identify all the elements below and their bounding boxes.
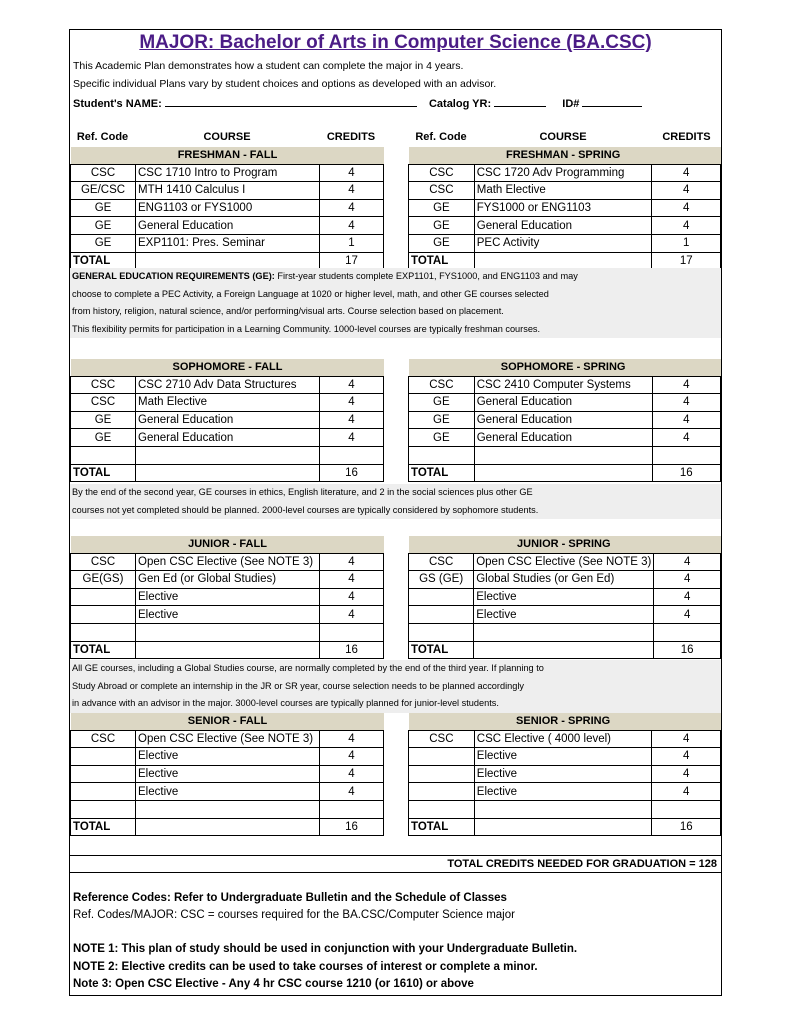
note-text: This flexibility permits for participation in a Learning Community. 1000-level courses are typically freshman courses. (72, 323, 541, 334)
credits-cell: 4 (320, 411, 384, 429)
table-row (71, 199, 384, 217)
credits-cell: 4 (320, 783, 384, 801)
ref-code-cell: GE (71, 234, 136, 252)
course-cell (474, 623, 654, 641)
credits-cell: 4 (652, 164, 721, 182)
table-row (409, 394, 721, 412)
ref-code-cell: CSC (409, 553, 474, 571)
course-cell: Elective (136, 588, 320, 606)
total-label: TOTAL (71, 252, 136, 270)
header-credits-left: CREDITS (326, 131, 376, 143)
course-cell: Gen Ed (or Global Studies) (136, 571, 320, 589)
total-credits: 17 (320, 252, 384, 270)
total-label: TOTAL (409, 641, 474, 659)
ref-code-cell (409, 783, 475, 801)
catalog-year-label: Catalog YR: (428, 98, 492, 110)
ref-code-cell (71, 800, 136, 818)
freshman-fall-semester-heading: FRESHMAN - FALL (136, 147, 320, 164)
freshman-spring-semester-heading: FRESHMAN - SPRING (474, 147, 652, 164)
course-cell: General Education (136, 217, 320, 235)
header-ref-code-left: Ref. Code (76, 131, 129, 143)
table-row (409, 164, 721, 182)
senior-spring-semester-heading: SENIOR - SPRING (474, 713, 652, 730)
table-row (409, 199, 721, 217)
ref-code-cell (71, 748, 136, 766)
ref-code-cell: GE (409, 394, 475, 412)
note-line (70, 695, 721, 713)
course-cell: Math Elective (136, 394, 320, 412)
course-cell: Math Elective (474, 182, 652, 200)
total-credits: 16 (320, 464, 384, 482)
table-row (409, 217, 721, 235)
note-text: choose to complete a PEC Activity, a Foreign Language at 1020 or higher level, math, and other GE courses selected (72, 288, 549, 299)
table-row (71, 446, 384, 464)
table-row (71, 553, 384, 571)
ref-code-cell: GE (71, 217, 136, 235)
course-cell: EXP1101: Pres. Seminar (136, 234, 320, 252)
ref-code-cell: CSC (409, 182, 475, 200)
total-spacer-cell (136, 464, 320, 482)
table-row (409, 376, 721, 394)
senior-spring-table (408, 713, 721, 836)
course-cell: FYS1000 or ENG1103 (474, 199, 652, 217)
course-cell: Elective (136, 765, 320, 783)
credits-cell: 4 (320, 217, 384, 235)
credits-cell: 4 (652, 182, 721, 200)
credits-cell: 4 (320, 164, 384, 182)
catalog-year-field[interactable] (494, 97, 546, 107)
header-credits-right: CREDITS (662, 131, 711, 143)
note-line (70, 502, 721, 520)
course-cell: General Education (474, 411, 652, 429)
ref-code-cell (71, 446, 136, 464)
table-row (71, 571, 384, 589)
credits-cell: 4 (320, 748, 384, 766)
total-label: TOTAL (409, 818, 475, 836)
reference-codes-major: Ref. Codes/MAJOR: CSC = courses required for the BA.CSC/Computer Science major (73, 909, 515, 921)
course-cell: MTH 1410 Calculus I (136, 182, 320, 200)
ref-code-cell (71, 765, 136, 783)
ref-code-cell: GE (71, 411, 136, 429)
course-cell: Global Studies (or Gen Ed) (474, 571, 654, 589)
course-cell (474, 446, 652, 464)
freshman-advising-note (70, 268, 721, 338)
credits-cell: 4 (320, 730, 384, 748)
ref-code-cell: GE (71, 429, 136, 447)
total-credits: 16 (652, 818, 721, 836)
credits-cell (320, 446, 384, 464)
course-cell: Elective (474, 765, 652, 783)
ref-code-cell: CSC (71, 730, 136, 748)
credits-cell: 4 (320, 588, 384, 606)
credits-cell: 4 (320, 553, 384, 571)
course-cell: Open CSC Elective (See NOTE 3) (474, 553, 654, 571)
table-row (409, 553, 721, 571)
reference-codes-heading: Reference Codes: Refer to Undergraduate Bulletin and the Schedule of Classes (73, 892, 507, 904)
total-label: TOTAL (71, 818, 136, 836)
header-course-left: COURSE (203, 131, 251, 143)
credits-cell: 4 (654, 606, 721, 624)
course-cell: Elective (474, 588, 654, 606)
credits-cell (654, 623, 721, 641)
course-cell: General Education (474, 217, 652, 235)
table-row (409, 748, 721, 766)
total-credits: 16 (654, 641, 721, 659)
table-row (409, 446, 721, 464)
course-cell: CSC 2710 Adv Data Structures (136, 376, 320, 394)
credits-cell: 4 (652, 394, 720, 412)
credits-cell: 4 (320, 571, 384, 589)
junior-fall-semester-heading: JUNIOR - FALL (136, 536, 320, 553)
student-name-label: Student's NAME: (73, 98, 162, 110)
student-info-line (73, 97, 642, 110)
ref-code-cell (409, 623, 474, 641)
header-course-right: COURSE (539, 131, 587, 143)
ref-code-cell: GE (409, 234, 475, 252)
junior-spring-semester-heading: JUNIOR - SPRING (474, 536, 654, 553)
note-3: Note 3: Open CSC Elective - Any 4 hr CSC course 1210 (or 1610) or above (73, 978, 474, 990)
ref-code-cell (409, 748, 475, 766)
credits-cell: 4 (652, 730, 721, 748)
course-cell: CSC 1710 Intro to Program (136, 164, 320, 182)
table-row (409, 783, 721, 801)
credits-cell: 4 (652, 748, 721, 766)
credits-cell: 4 (320, 199, 384, 217)
note-1: NOTE 1: This plan of study should be used in conjunction with your Undergraduate Bulletin. (73, 943, 578, 955)
course-cell: Elective (136, 783, 320, 801)
course-cell: CSC 1720 Adv Programming (474, 164, 652, 182)
table-row (71, 623, 384, 641)
table-row (409, 571, 721, 589)
note-text: First-year students complete EXP1101, FYS1000, and ENG1103 and may (274, 271, 578, 281)
table-row (71, 800, 384, 818)
ref-code-cell: CSC (71, 164, 136, 182)
ref-code-cell: GE/CSC (71, 182, 136, 200)
ref-code-cell: CSC (409, 730, 475, 748)
table-row (71, 164, 384, 182)
ref-code-cell (409, 446, 475, 464)
ref-code-cell (71, 783, 136, 801)
total-credits: 16 (320, 641, 384, 659)
ref-code-cell (71, 623, 136, 641)
ref-code-cell: GE (409, 199, 475, 217)
course-cell: Elective (136, 748, 320, 766)
credits-cell: 1 (320, 234, 384, 252)
note-line (70, 286, 721, 304)
total-label: TOTAL (71, 464, 136, 482)
course-cell: General Education (136, 411, 320, 429)
credits-cell: 4 (652, 217, 721, 235)
table-row (71, 783, 384, 801)
note-heading: GENERAL EDUCATION REQUIREMENTS (GE): (72, 271, 275, 281)
credits-cell: 1 (652, 234, 721, 252)
table-row (71, 217, 384, 235)
table-row (409, 182, 721, 200)
note-text: All GE courses, including a Global Studies course, are normally completed by the end of the third year. If planning to (72, 663, 544, 673)
credits-cell: 4 (652, 765, 721, 783)
course-cell: ENG1103 or FYS1000 (136, 199, 320, 217)
student-name-field[interactable] (165, 97, 417, 107)
student-id-label: ID# (562, 98, 580, 110)
note-line (70, 303, 721, 321)
credits-cell: 4 (652, 411, 720, 429)
note-line (70, 268, 721, 286)
total-credits: 17 (652, 252, 721, 270)
course-cell: PEC Activity (474, 234, 652, 252)
freshman-fall-table (70, 147, 384, 270)
course-cell: General Education (474, 394, 652, 412)
ref-code-cell: GE (409, 429, 475, 447)
total-label: TOTAL (409, 252, 475, 270)
academic-plan-sheet (69, 29, 722, 996)
sophomore-spring-semester-heading: SOPHOMORE - SPRING (474, 359, 652, 376)
table-row (409, 411, 721, 429)
intro-line-2: Specific individual Plans vary by student choices and options as developed with an advisor. (73, 78, 497, 90)
credits-cell: 4 (320, 765, 384, 783)
ref-code-cell: CSC (71, 394, 136, 412)
ref-code-cell: GE (409, 217, 475, 235)
table-row (71, 730, 384, 748)
header-ref-code-right: Ref. Code (415, 131, 467, 143)
credits-cell: 4 (320, 606, 384, 624)
note-line (70, 321, 721, 339)
course-cell: Elective (474, 606, 654, 624)
credits-cell: 4 (320, 182, 384, 200)
course-cell: CSC 2410 Computer Systems (474, 376, 652, 394)
table-row (409, 429, 721, 447)
junior-advising-note (70, 660, 721, 713)
note-text: Study Abroad or complete an internship in the JR or SR year, course selection needs to be planned accordingly (72, 680, 524, 691)
table-row (71, 429, 384, 447)
table-row (71, 394, 384, 412)
ref-code-cell: GE (409, 411, 475, 429)
ref-code-cell: CSC (71, 553, 136, 571)
table-row (71, 182, 384, 200)
sophomore-spring-table (408, 359, 721, 482)
senior-fall-table (70, 713, 384, 836)
table-row (71, 765, 384, 783)
table-row (71, 411, 384, 429)
course-cell (136, 623, 320, 641)
credits-cell: 4 (320, 394, 384, 412)
credits-cell: 4 (654, 553, 721, 571)
senior-fall-semester-heading: SENIOR - FALL (136, 713, 320, 730)
note-2: NOTE 2: Elective credits can be used to take courses of interest or complete a minor. (73, 961, 538, 973)
course-cell: Elective (474, 748, 652, 766)
ref-code-cell (409, 765, 475, 783)
course-cell: Elective (136, 606, 320, 624)
credits-cell: 4 (652, 429, 720, 447)
course-cell: Elective (474, 783, 652, 801)
course-cell: General Education (474, 429, 652, 447)
ref-code-cell (71, 588, 136, 606)
table-row (71, 376, 384, 394)
sophomore-fall-semester-heading: SOPHOMORE - FALL (136, 359, 320, 376)
table-row (409, 234, 721, 252)
table-row (71, 606, 384, 624)
sophomore-advising-note (70, 484, 721, 519)
ref-code-cell (409, 606, 474, 624)
ref-code-cell: GS (GE) (409, 571, 474, 589)
note-text: from history, religion, natural science, and/or performing/visual arts. Course selection based on placement. (72, 306, 504, 317)
note-line (70, 660, 721, 678)
credits-cell (320, 800, 384, 818)
credits-cell: 4 (652, 376, 720, 394)
ref-code-cell: GE(GS) (71, 571, 136, 589)
total-label: TOTAL (71, 641, 136, 659)
table-row (71, 234, 384, 252)
total-label: TOTAL (409, 464, 475, 482)
course-cell: CSC Elective ( 4000 level) (474, 730, 652, 748)
note-text: By the end of the second year, GE courses in ethics, English literature, and 2 in the social sciences plus other GE (72, 487, 533, 497)
table-row (409, 800, 721, 818)
ref-code-cell: CSC (409, 376, 475, 394)
total-spacer-cell (136, 641, 320, 659)
note-line (70, 484, 721, 502)
total-credits: 16 (652, 464, 720, 482)
ref-code-cell (71, 606, 136, 624)
table-row (71, 588, 384, 606)
grand-total-credits: TOTAL CREDITS NEEDED FOR GRADUATION = 128 (70, 855, 721, 873)
table-row (71, 748, 384, 766)
sophomore-fall-table (70, 359, 384, 482)
page-title: MAJOR: Bachelor of Arts in Computer Science (BA.CSC) (139, 32, 652, 53)
table-row (409, 623, 721, 641)
credits-cell (652, 446, 720, 464)
note-text: in advance with an advisor in the major. 3000-level courses are typically planned for junior-level students. (72, 698, 499, 709)
course-cell: Open CSC Elective (See NOTE 3) (136, 730, 320, 748)
total-spacer-cell (136, 818, 320, 836)
table-row (409, 606, 721, 624)
junior-spring-table (408, 536, 721, 659)
course-cell: Open CSC Elective (See NOTE 3) (136, 553, 320, 571)
table-row (409, 588, 721, 606)
total-spacer-cell (474, 464, 652, 482)
note-text: courses not yet completed should be planned. 2000-level courses are typically considered by sophomore students. (72, 504, 539, 515)
credits-cell (320, 623, 384, 641)
junior-fall-table (70, 536, 384, 659)
credits-cell: 4 (652, 199, 721, 217)
intro-line-1: This Academic Plan demonstrates how a student can complete the major in 4 years. (73, 60, 464, 72)
ref-code-cell (409, 800, 475, 818)
student-id-field[interactable] (582, 97, 642, 107)
ref-code-cell: CSC (409, 164, 475, 182)
course-cell (136, 800, 320, 818)
course-cell: General Education (136, 429, 320, 447)
credits-cell: 4 (654, 571, 721, 589)
ref-code-cell: GE (71, 199, 136, 217)
table-row (409, 730, 721, 748)
course-cell (474, 800, 652, 818)
ref-code-cell (409, 588, 474, 606)
freshman-spring-table (408, 147, 721, 270)
total-credits: 16 (320, 818, 384, 836)
note-line (70, 678, 721, 696)
ref-code-cell: CSC (71, 376, 136, 394)
credits-cell: 4 (320, 429, 384, 447)
credits-cell: 4 (320, 376, 384, 394)
total-spacer-cell (474, 641, 654, 659)
credits-cell: 4 (652, 783, 721, 801)
credits-cell (652, 800, 721, 818)
total-spacer-cell (474, 818, 652, 836)
course-cell (136, 446, 320, 464)
credits-cell: 4 (654, 588, 721, 606)
table-row (409, 765, 721, 783)
